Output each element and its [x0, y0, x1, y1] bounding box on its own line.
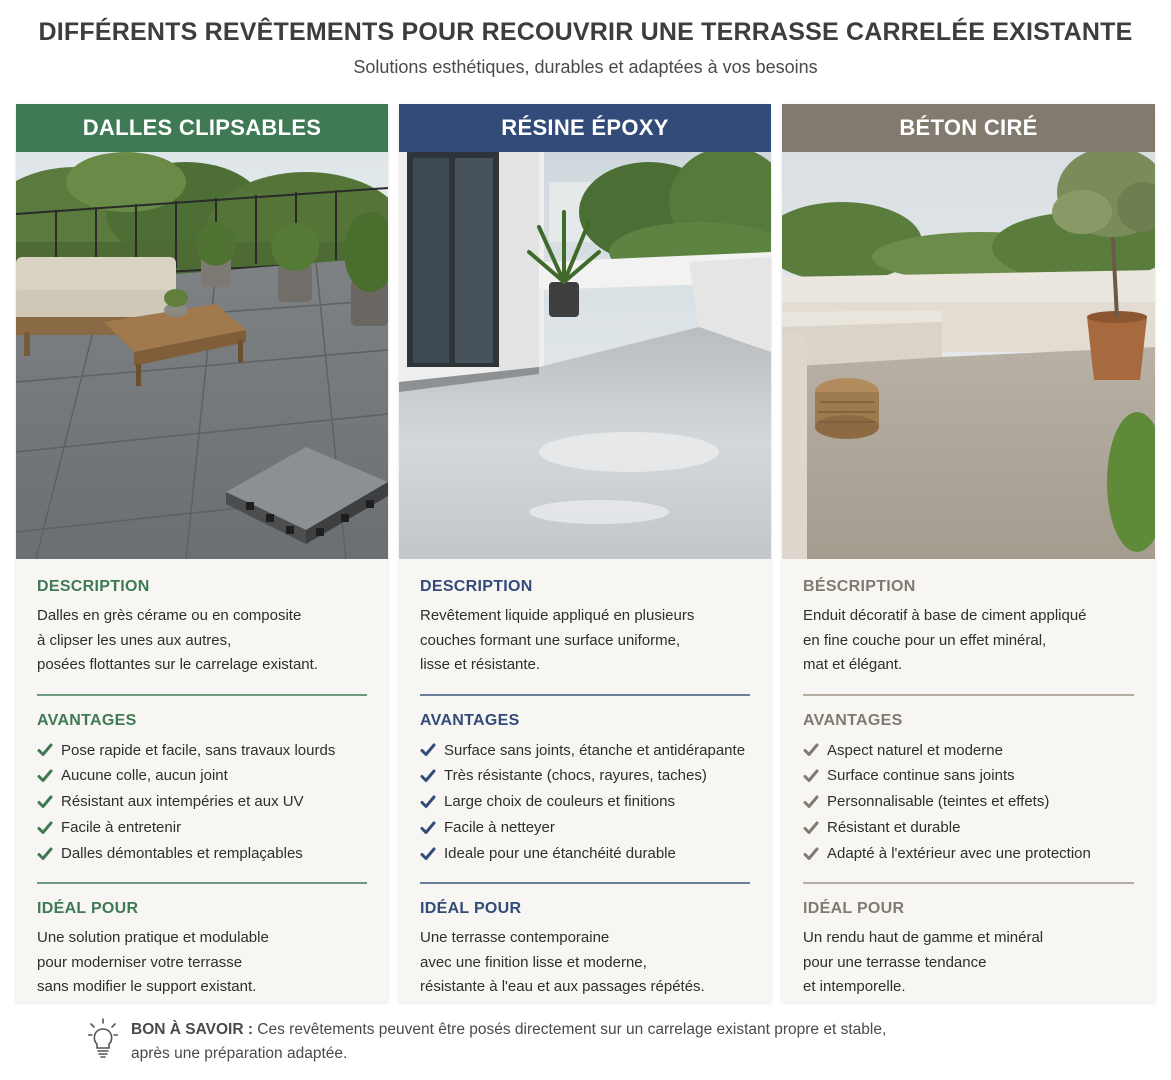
description-title: DESCRIPTION	[420, 578, 533, 595]
description-line: posées flottantes sur le carrelage existant.	[37, 656, 318, 673]
advantage-item	[803, 789, 1134, 815]
description-line: lisse et résistante.	[420, 656, 541, 673]
check-icon	[803, 742, 819, 758]
card-beton-cire	[782, 104, 1155, 1002]
check-icon	[420, 742, 436, 758]
epoxy-terrace-photo	[399, 152, 771, 559]
description-line: mat et élégant.	[803, 656, 903, 673]
description-line: couches formant une surface uniforme,	[420, 631, 681, 649]
advantages-list	[37, 738, 367, 867]
footer-line-2: après une préparation adaptée.	[131, 1045, 348, 1062]
check-icon	[803, 846, 819, 862]
check-icon	[420, 846, 436, 862]
advantage-item	[420, 789, 750, 815]
check-icon	[37, 794, 53, 810]
advantage-label: Très résistante (chocs, rayures, taches)	[444, 767, 707, 785]
advantage-item	[37, 738, 367, 764]
ideal-title: IDÉAL POUR	[803, 900, 905, 918]
page-title: DIFFÉRENTS REVÊTEMENTS POUR RECOUVRIR UNE TERRASSE CARRELÉE EXISTANTE	[38, 18, 1133, 46]
check-icon	[37, 846, 53, 862]
card-dalles-clipsables	[16, 104, 388, 1002]
card-resine-epoxy	[399, 104, 771, 1002]
divider	[803, 882, 1134, 884]
divider	[37, 694, 367, 696]
advantage-label: Dalles démontables et remplaçables	[61, 844, 303, 862]
advantage-label: Résistant et durable	[827, 818, 961, 836]
advantage-label: Aspect naturel et moderne	[827, 741, 1003, 759]
card-title: BÉTON CIRÉ	[782, 104, 1155, 152]
check-icon	[420, 794, 436, 810]
card-title: RÉSINE ÉPOXY	[399, 104, 771, 152]
advantage-item	[420, 815, 750, 841]
advantages-title: AVANTAGES	[420, 711, 520, 729]
footer-text-1: Ces revêtements peuvent être posés directement sur un carrelage existant propre et stable,	[253, 1021, 887, 1038]
check-icon	[803, 768, 819, 784]
advantage-item	[803, 763, 1134, 789]
advantage-item	[420, 738, 750, 764]
description-line: en fine couche pour un effet minéral,	[803, 631, 1047, 649]
check-icon	[37, 820, 53, 836]
divider	[803, 694, 1134, 696]
advantage-label: Pose rapide et facile, sans travaux lourds	[61, 741, 336, 759]
check-icon	[803, 820, 819, 836]
check-icon	[37, 768, 53, 784]
advantage-label: Aucune colle, aucun joint	[61, 767, 228, 785]
footer-line-1	[131, 1018, 886, 1042]
advantage-item	[803, 738, 1134, 764]
divider	[420, 694, 750, 696]
advantage-item	[37, 815, 367, 841]
ideal-line: pour moderniser votre terrasse	[37, 953, 243, 971]
advantage-label: Adapté à l'extérieur avec une protection	[827, 844, 1091, 862]
check-icon	[803, 794, 819, 810]
divider	[37, 882, 367, 884]
advantage-label: Ideale pour une étanchéité durable	[444, 844, 676, 862]
check-icon	[420, 768, 436, 784]
check-icon	[37, 742, 53, 758]
ideal-line: pour une terrasse tendance	[803, 953, 987, 971]
advantage-item	[420, 763, 750, 789]
ideal-title: IDÉAL POUR	[420, 900, 522, 918]
page-subtitle: Solutions esthétiques, durables et adaptées à vos besoins	[353, 57, 818, 77]
advantage-label: Facile à netteyer	[444, 818, 555, 836]
advantages-title: AVANTAGES	[37, 711, 137, 729]
ideal-line: Un rendu haut de gamme et minéral	[803, 929, 1044, 947]
description-line: Dalles en grès cérame ou en composite	[37, 607, 302, 624]
advantages-list	[803, 738, 1134, 867]
description-line: Revêtement liquide appliqué en plusieurs	[420, 607, 695, 624]
divider	[420, 882, 750, 884]
advantages-title: AVANTAGES	[803, 711, 903, 729]
advantage-item	[803, 815, 1134, 841]
advantage-label: Surface continue sans joints	[827, 767, 1015, 785]
ideal-line: sans modifier le support existant.	[37, 978, 257, 996]
ideal-line: avec une finition lisse et moderne,	[420, 953, 647, 971]
ideal-title: IDÉAL POUR	[37, 900, 139, 918]
ideal-line: Une solution pratique et modulable	[37, 929, 269, 947]
ideal-line: et intemporelle.	[803, 978, 906, 996]
card-title: DALLES CLIPSABLES	[16, 104, 388, 152]
footer-note	[88, 1018, 1148, 1066]
advantages-list	[420, 738, 750, 867]
advantage-label: Résistant aux intempéries et aux UV	[61, 793, 304, 811]
waxed-concrete-terrace-photo	[782, 152, 1155, 559]
description-title: DESCRIPTION	[37, 578, 150, 595]
check-icon	[420, 820, 436, 836]
advantage-label: Personnalisable (teintes et effets)	[827, 793, 1050, 811]
advantage-item	[37, 789, 367, 815]
ideal-line: Une terrasse contemporaine	[420, 929, 610, 947]
description-line: à clipser les unes aux autres,	[37, 631, 232, 649]
description-title: BÉSCRIPTION	[803, 578, 916, 595]
ideal-line: résistante à l'eau et aux passages répétés.	[420, 978, 705, 996]
advantage-item	[37, 763, 367, 789]
advantage-label: Surface sans joints, étanche et antidérapante	[444, 741, 746, 759]
advantage-label: Large choix de couleurs et finitions	[444, 793, 675, 811]
footer-text	[131, 1018, 886, 1066]
advantage-item	[803, 841, 1134, 867]
footer-label: BON À SAVOIR :	[131, 1021, 253, 1038]
patio-clip-tiles-photo	[16, 152, 388, 559]
description-line: Enduit décoratif à base de ciment appliqué	[803, 607, 1087, 624]
lightbulb-icon	[88, 1018, 118, 1060]
advantage-label: Facile à entretenir	[61, 818, 182, 836]
advantage-item	[37, 841, 367, 867]
advantage-item	[420, 841, 750, 867]
